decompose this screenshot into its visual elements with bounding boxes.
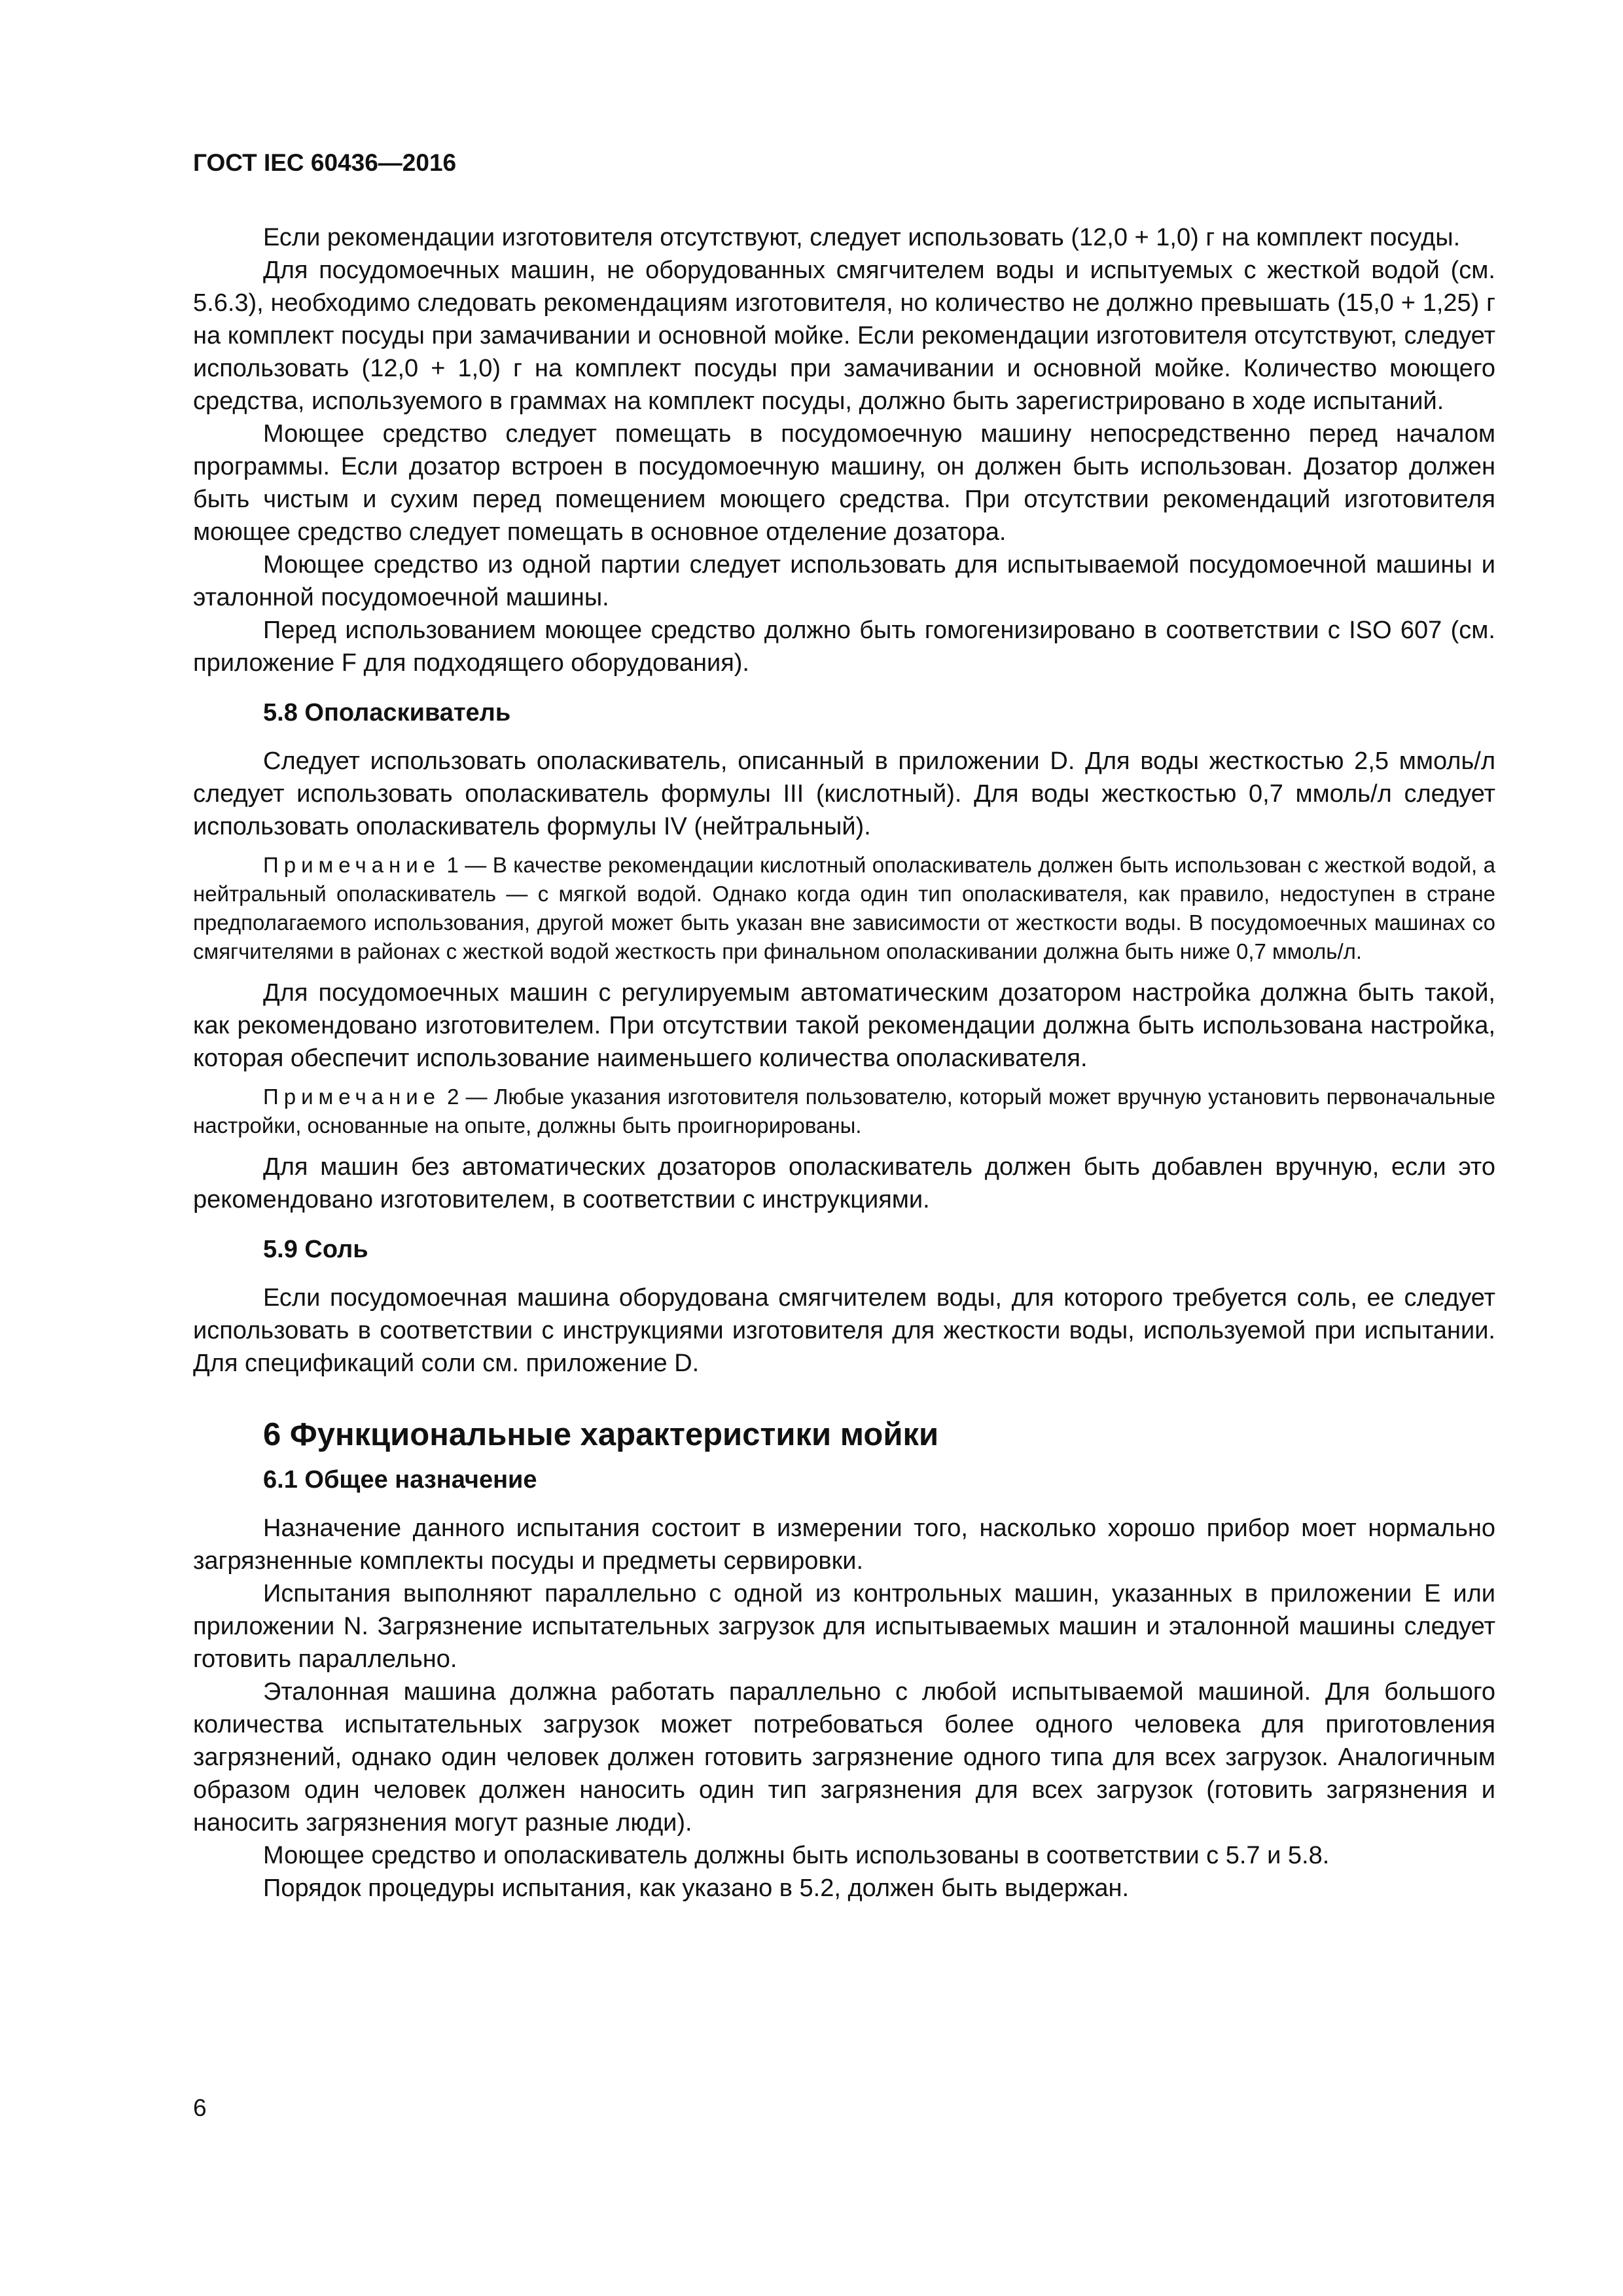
- paragraph: Моющее средство и ополаскиватель должны быть использованы в соответствии с 5.7 и 5.8.: [263, 1842, 1330, 1869]
- paragraph: Эталонная машина должна работать параллельно с любой испытываемой машиной. Для большого количества испытательных загрузок может потребоваться более одного человека для приготовления загрязнений, однако один человек должен готовить загрязнение одного типа для всех загрузок. Аналогичным образом один человек должен наносить один тип загрязнения для всех загрузок (готовить загрязнения и наносить загрязнения могут разные люди).: [193, 1678, 1495, 1837]
- note-text: 2 — Любые указания изготовителя пользователю, который может вручную установить первоначальные настройки, основанные на опыте, должны быть проигнорированы.: [193, 1085, 1495, 1138]
- section-heading-5-9: 5.9 Соль: [263, 1236, 368, 1263]
- paragraph: Моющее средство из одной партии следует использовать для испытываемой посудомоечной машины и эталонной посудомоечной машины.: [193, 551, 1495, 611]
- section-heading-6: 6 Функциональные характеристики мойки: [263, 1417, 939, 1452]
- paragraph: Назначение данного испытания состоит в измерении того, насколько хорошо прибор моет нормально загрязненные комплекты посуды и предметы сервировки.: [193, 1515, 1495, 1575]
- note-text: 1 — В качестве рекомендации кислотный ополаскиватель должен быть использован с жесткой водой, а нейтральный ополаскиватель — с мягкой водой. Однако когда один тип ополаскивателя, как правило, недоступен в стране предполагаемого использования, другой может быть указан вне зависимости от жесткости воды. В посудомоечных машинах со смягчителями в районах с жесткой водой жесткость при финальном ополаскивании должна быть ниже 0,7 ммоль/л.: [193, 853, 1495, 963]
- paragraph: Если посудомоечная машина оборудована смягчителем воды, для которого требуется соль, ее следует использовать в соответствии с инструкциями изготовителя для жесткости воды, используемой при испытании. Для спецификаций соли см. приложение D.: [193, 1284, 1495, 1377]
- note-label: Примечание: [263, 1085, 441, 1109]
- note-label: Примечание: [263, 853, 441, 877]
- document-body: [193, 221, 1495, 1905]
- section-heading-6-1: 6.1 Общее назначение: [263, 1466, 537, 1494]
- paragraph: Для посудомоечных машин, не оборудованных смягчителем воды и испытуемых с жесткой водой (см. 5.6.3), необходимо следовать рекомендациям изготовителя, но количество не должно превышать (15,0 + 1,25) г на комплект посуды при замачивании и основной мойке. Если рекомендации изготовителя отсутствуют, следует использовать (12,0 + 1,0) г на комплект посуды при замачивании и основной мойке. Количество моющего средства, используемого в граммах на комплект посуды, должно быть зарегистрировано в ходе испытаний.: [193, 257, 1495, 415]
- paragraph: Для машин без автоматических дозаторов ополаскиватель должен быть добавлен вручную, если это рекомендовано изготовителем, в соответствии с инструкциями.: [193, 1153, 1495, 1213]
- note-2: [193, 1083, 1495, 1140]
- paragraph: Перед использованием моющее средство должно быть гомогенизировано в соответствии с ISO 607 (см. приложение F для подходящего оборудования).: [193, 617, 1495, 677]
- paragraph: Если рекомендации изготовителя отсутствуют, следует использовать (12,0 + 1,0) г на комплект посуды.: [263, 224, 1461, 251]
- page-number: 6: [193, 2094, 207, 2121]
- paragraph: Порядок процедуры испытания, как указано в 5.2, должен быть выдержан.: [263, 1874, 1130, 1902]
- paragraph: Моющее средство следует помещать в посудомоечную машину непосредственно перед началом программы. Если дозатор встроен в посудомоечную машину, он должен быть использован. Дозатор должен быть чистым и сухим перед помещением моющего средства. При отсутствии рекомендаций изготовителя моющее средство следует помещать в основное отделение дозатора.: [193, 420, 1495, 546]
- note-1: [193, 851, 1495, 966]
- paragraph: Для посудомоечных машин с регулируемым автоматическим дозатором настройка должна быть такой, как рекомендовано изготовителем. При отсутствии такой рекомендации должна быть использована настройка, которая обеспечит использование наименьшего количества ополаскивателя.: [193, 979, 1495, 1072]
- document-header: ГОСТ IEC 60436—2016: [193, 149, 457, 176]
- paragraph: Испытания выполняют параллельно с одной из контрольных машин, указанных в приложении Е или приложении N. Загрязнение испытательных загрузок для испытываемых машин и эталонной машины следует готовить параллельно.: [193, 1580, 1495, 1673]
- paragraph: Следует использовать ополаскиватель, описанный в приложении D. Для воды жесткостью 2,5 ммоль/л следует использовать ополаскиватель формулы III (кислотный). Для воды жесткостью 0,7 ммоль/л следует использовать ополаскиватель формулы IV (нейтральный).: [193, 747, 1495, 840]
- section-heading-5-8: 5.8 Ополаскиватель: [263, 699, 511, 726]
